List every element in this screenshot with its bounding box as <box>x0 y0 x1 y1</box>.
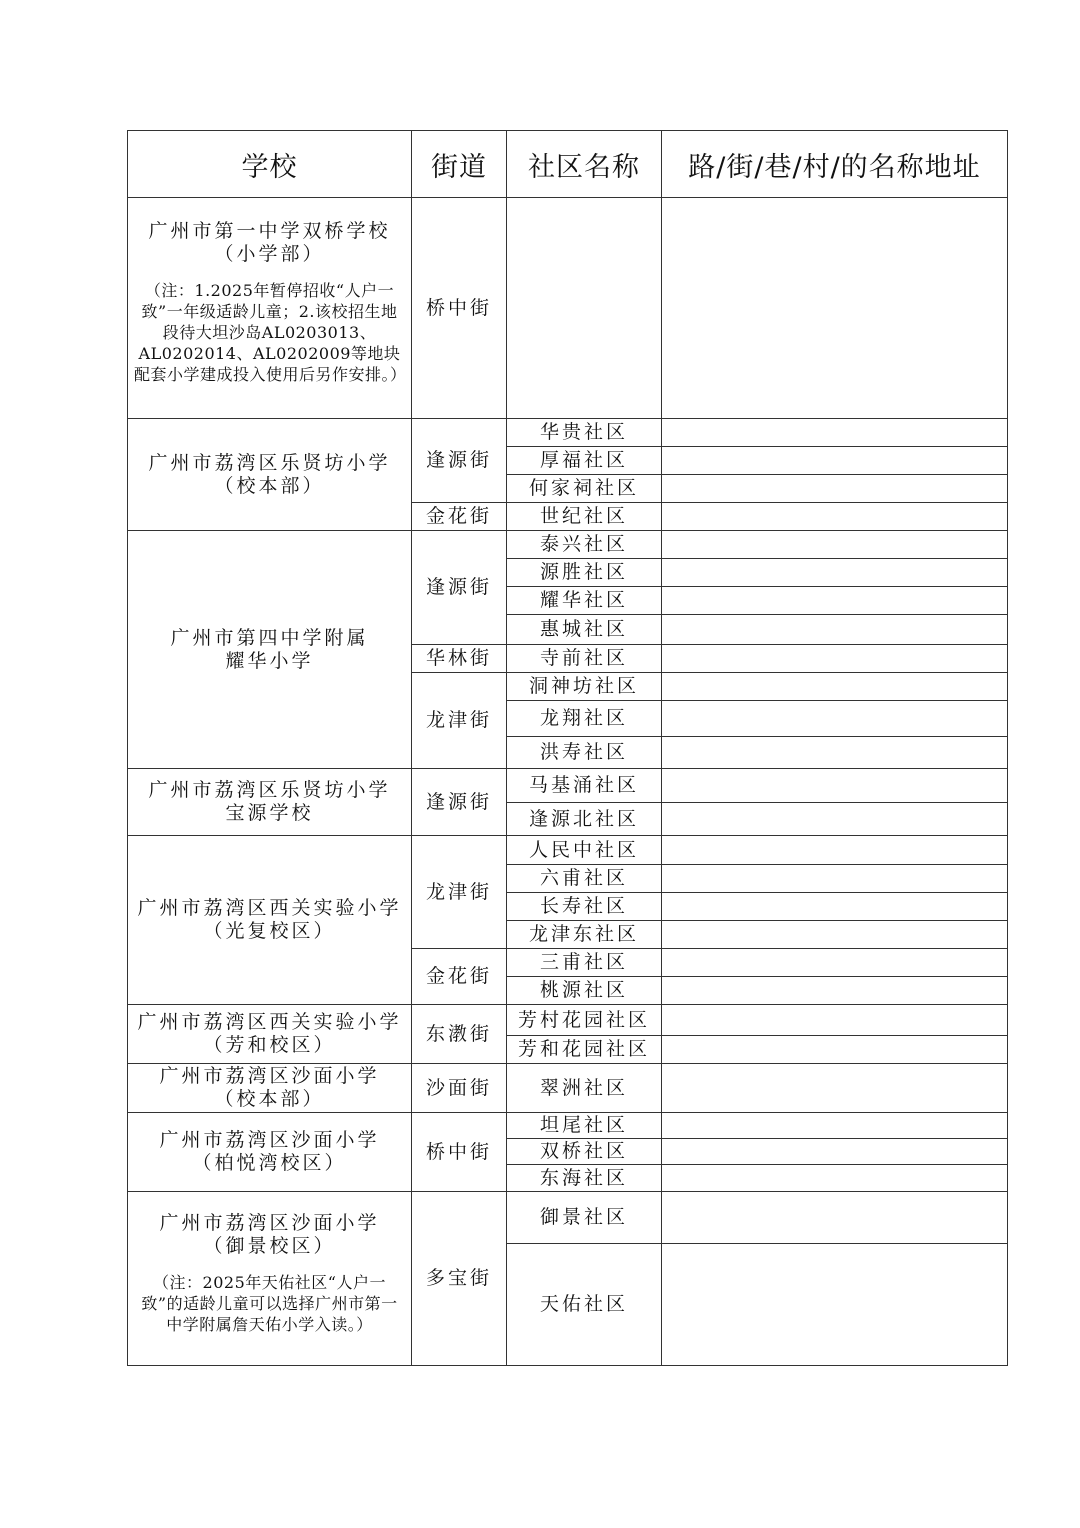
header-school: 学校 <box>128 131 412 198</box>
community-cell: 龙翔社区 <box>507 701 662 737</box>
address-cell <box>662 198 1008 419</box>
address-cell <box>662 503 1008 531</box>
school-name-cell <box>128 1005 412 1064</box>
address-cell <box>662 1036 1008 1064</box>
address-cell <box>662 803 1008 836</box>
school-name-line1: 广州市荔湾区乐贤坊小学 <box>148 779 391 801</box>
street-cell: 逢源街 <box>412 769 507 836</box>
community-cell: 人民中社区 <box>507 836 662 865</box>
community-cell: 泰兴社区 <box>507 531 662 559</box>
address-cell <box>662 893 1008 921</box>
school-name-cell <box>128 531 412 769</box>
address-cell <box>662 1139 1008 1165</box>
school-name-line2: （芳和校区） <box>203 1034 336 1056</box>
school-name-line1: 广州市荔湾区乐贤坊小学 <box>148 451 391 474</box>
community-cell: 御景社区 <box>507 1192 662 1244</box>
community-cell: 东海社区 <box>507 1165 662 1192</box>
school-name-line2: （校本部） <box>214 474 325 497</box>
table-row <box>128 1113 1008 1139</box>
community-cell: 龙津东社区 <box>507 921 662 949</box>
school-name-cell <box>128 1192 412 1366</box>
community-cell: 桃源社区 <box>507 977 662 1005</box>
community-cell: 逢源北社区 <box>507 803 662 836</box>
school-note: （注：1.2025年暂停招收“人户一致”一年级适龄儿童；2.该校招生地段待大坦沙岛AL0203013、AL0202014、AL0202009等地块配套小学建成投入使用后另作安排。） <box>134 281 407 384</box>
school-name-line2: （柏悦湾校区） <box>192 1152 347 1174</box>
address-cell <box>662 769 1008 803</box>
school-name-line1: 广州市荔湾区沙面小学 <box>159 1212 380 1234</box>
school-name-line2: （校本部） <box>214 1088 325 1110</box>
header-address: 路/街/巷/村/的名称地址 <box>662 131 1008 198</box>
street-cell: 逢源街 <box>412 531 507 645</box>
address-cell <box>662 737 1008 769</box>
street-cell: 金花街 <box>412 503 507 531</box>
table-row <box>128 836 1008 865</box>
table-container <box>127 130 1008 1366</box>
community-cell: 三甫社区 <box>507 949 662 977</box>
community-cell: 洪寿社区 <box>507 737 662 769</box>
community-cell: 翠洲社区 <box>507 1064 662 1113</box>
address-cell <box>662 836 1008 865</box>
school-name-cell <box>128 419 412 531</box>
address-cell <box>662 645 1008 673</box>
community-cell: 耀华社区 <box>507 587 662 615</box>
address-cell <box>662 475 1008 503</box>
school-name-cell <box>128 769 412 836</box>
school-name-line1: 广州市荔湾区沙面小学 <box>159 1129 380 1151</box>
address-cell <box>662 1244 1008 1366</box>
school-name-cell <box>128 1113 412 1192</box>
address-cell <box>662 559 1008 587</box>
address-cell <box>662 531 1008 559</box>
street-cell: 桥中街 <box>412 198 507 419</box>
street-cell: 沙面街 <box>412 1064 507 1113</box>
address-cell <box>662 977 1008 1005</box>
community-cell: 何家祠社区 <box>507 475 662 503</box>
street-cell: 桥中街 <box>412 1113 507 1192</box>
community-cell: 天佑社区 <box>507 1244 662 1366</box>
school-name-cell <box>128 198 412 419</box>
address-cell <box>662 419 1008 447</box>
school-name-line2: （小学部） <box>214 243 325 265</box>
table-row <box>128 198 1008 419</box>
address-cell <box>662 615 1008 645</box>
community-cell: 六甫社区 <box>507 865 662 893</box>
street-cell: 龙津街 <box>412 836 507 949</box>
community-cell: 源胜社区 <box>507 559 662 587</box>
address-cell <box>662 1165 1008 1192</box>
community-cell: 洞神坊社区 <box>507 673 662 701</box>
address-cell <box>662 1064 1008 1113</box>
school-name-line2: （御景校区） <box>203 1235 336 1257</box>
address-cell <box>662 865 1008 893</box>
table-row <box>128 419 1008 447</box>
street-cell: 龙津街 <box>412 673 507 769</box>
header-street: 街道 <box>412 131 507 198</box>
address-cell <box>662 921 1008 949</box>
table-row <box>128 1192 1008 1244</box>
address-cell <box>662 949 1008 977</box>
school-name-line1: 广州市第一中学双桥学校 <box>148 220 391 242</box>
community-cell: 惠城社区 <box>507 615 662 645</box>
header-row <box>128 131 1008 198</box>
school-name-line1: 广州市荔湾区沙面小学 <box>159 1065 380 1087</box>
school-name-line1: 广州市荔湾区西关实验小学 <box>137 1011 402 1033</box>
school-note: （注：2025年天佑社区“人户一致”的适龄儿童可以选择广州市第一中学附属詹天佑小学入读。） <box>141 1273 398 1334</box>
community-cell: 双桥社区 <box>507 1139 662 1165</box>
community-cell <box>507 198 662 419</box>
address-cell <box>662 701 1008 737</box>
header-community: 社区名称 <box>507 131 662 198</box>
school-name-line2: 宝源学校 <box>225 802 314 824</box>
school-name-line1: 广州市第四中学附属 <box>170 626 369 649</box>
community-cell: 长寿社区 <box>507 893 662 921</box>
address-cell <box>662 1005 1008 1036</box>
community-cell: 坦尾社区 <box>507 1113 662 1139</box>
community-cell: 芳村花园社区 <box>507 1005 662 1036</box>
table-row <box>128 531 1008 559</box>
community-cell: 厚福社区 <box>507 447 662 475</box>
street-cell: 东漖街 <box>412 1005 507 1064</box>
street-cell: 金花街 <box>412 949 507 1005</box>
school-name-line2: （光复校区） <box>203 920 336 942</box>
school-name-line1: 广州市荔湾区西关实验小学 <box>137 897 402 919</box>
address-cell <box>662 1192 1008 1244</box>
table-row <box>128 1064 1008 1113</box>
address-cell <box>662 1113 1008 1139</box>
school-district-table <box>127 130 1008 1366</box>
street-cell: 多宝街 <box>412 1192 507 1366</box>
community-cell: 寺前社区 <box>507 645 662 673</box>
street-cell: 逢源街 <box>412 419 507 503</box>
table-row <box>128 769 1008 803</box>
address-cell <box>662 673 1008 701</box>
street-cell: 华林街 <box>412 645 507 673</box>
school-name-cell <box>128 1064 412 1113</box>
address-cell <box>662 447 1008 475</box>
school-name-cell <box>128 836 412 1005</box>
table-row <box>128 1005 1008 1036</box>
address-cell <box>662 587 1008 615</box>
community-cell: 马基涌社区 <box>507 769 662 803</box>
community-cell: 华贵社区 <box>507 419 662 447</box>
community-cell: 芳和花园社区 <box>507 1036 662 1064</box>
community-cell: 世纪社区 <box>507 503 662 531</box>
school-name-line2: 耀华小学 <box>225 649 314 672</box>
